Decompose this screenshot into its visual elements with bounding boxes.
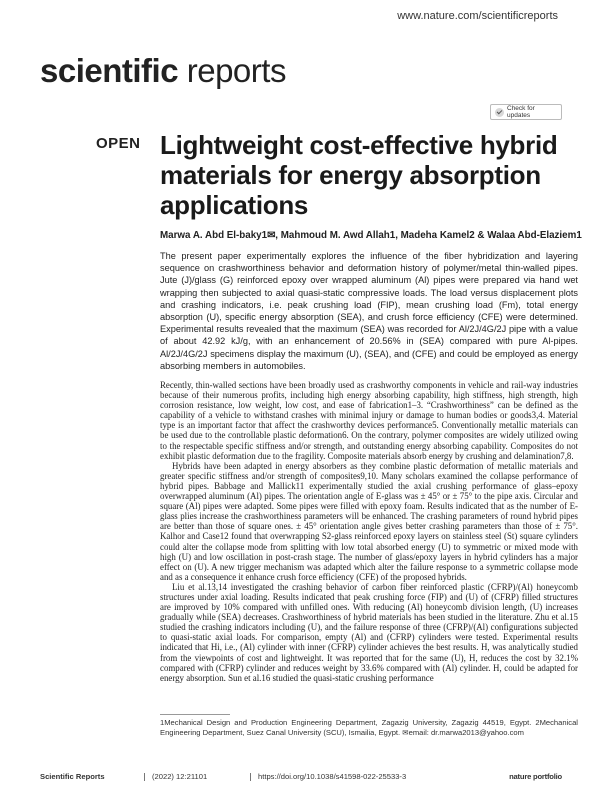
author-list: Marwa A. Abd El-baky1✉, Mahmoud M. Awd Allah1, Madeha Kamel2 & Walaa Abd-Elaziem1 [160, 230, 582, 241]
check-updates-label: Check for updates [507, 105, 535, 119]
footer-separator [144, 773, 145, 781]
body-paragraph: Liu et al.13,14 investigated the crashing behavior of carbon fiber reinforced plastic (CFRP)/(Al) honeycomb structures under axial loading. Results indicated that peak crushing force (FIP) and (U) of (CFRP) filled structures are improved by 10% compared with unfilled ones. With reducing (Al) honeycomb division length, (U) increases gradually while (SEA) decreases. Crashworthiness of hybrid materials has been studied in the literature. Zhu et al.15 studied the crashing indicators including (U), and the failure response of three (CFRP)/(Al) configurations subjected to quasi-static axial loads. For comparison, empty (Al) and (CFRP) cylinders were tested. Experimental results indicated that Hi, i.e., (Al) cylinder with inner (CFRP) cylinder achieves the best results. H, was analytically studied from the viewpoints of cost and lightweight. It was reported that for the same (U), H, reduces the cost by 32.1% compared with (CFRP) cylinder and reduces weight by 33.6% compared with (Al) cylinder. H, could be adapted for energy absorption. Sun et al.16 studied the quasi-static crushing performance [160, 581, 578, 683]
affiliations: 1Mechanical Design and Production Engineering Department, Zagazig University, Zagazig 44519, Egypt. 2Mechanical Engineering Department, Suez Canal University (SCU), Ismailia, Egypt. ✉email: dr.marwa2013@yahoo.com [160, 718, 578, 737]
abstract: The present paper experimentally explores the influence of the fiber hybridization and layering sequence on crashworthiness behavior and deformation history of polymer/metal thin-walled pipes. Jute (J)/glass (G) reinforced epoxy over wrapped aluminum (Al) pipes were prepared via hand wet wrapping then subjected to axial quasi-static compressive loads. The load versus displacement plots and crashing indicators, i.e. peak crushing load (FIP), mean crushing load (Fm), total energy absorption (U), specific energy absorption (SEA), and crush force efficiency (CFE) were determined. Experimental results revealed that the maximum (SEA) was recorded for Al/2J/4G/2J pipe with a value of about 42.92 kJ/g, with an enhancement of 20.56% in (SEA) compared with pure Al-pipes. Al/2J/4G/2J specimens display the maximum (U), (SEA), and (CFE) and could be employed as energy absorbing members in automobiles. [160, 251, 578, 371]
body-paragraph: Recently, thin-walled sections have been broadly used as crashworthy components in vehicle and rail-way industries because of their numerous profits, including high energy absorbing capability, high stiffness, high strength, high corrosion resistance, low weight, low cost, and ease of fabrication1–3. “Crashworthiness” can be defined as the capability of a vehicle to withstand crashes with minimal injury or damage to human bodies or goods3,4. Material type is an important factor that affect the crashworthy devices performance5. Conventionally metallic materials can be used due to the controllable plastic deformation6. On the contrary, polymer composites are widely utilized owing to the respectable specific stiffness and/or strength, and outstanding energy absorbing capability. Composites do not exhibit plastic deformation due to the fragility. Composite materials absorb energy by crushing and delamination7,8. [160, 380, 578, 461]
open-access-label: OPEN [96, 135, 141, 152]
article-title: Lightweight cost-effective hybrid materials for energy absorption applications [160, 130, 558, 220]
footer-separator [250, 773, 251, 781]
check-updates-button[interactable] [490, 104, 562, 120]
journal-logo-bold: scientific [40, 52, 179, 89]
journal-logo-light: reports [186, 52, 286, 89]
body-paragraph: Hybrids have been adapted in energy absorbers as they combine plastic deformation of metallic materials and greater specific stiffness and/or strength of composites9,10. Many scholars examined the collapse performance of hybrid pipes. Babbage and Mallick11 experimentally studied the axial crushing performance of glass–epoxy overwrapped aluminum (Al) pipes. The orientation angle of E-glass was ± 45° or ± 75° to the pipe axis. Circular and square (Al) pipes were adapted. Some pipes were filled with epoxy foam. Results indicated that as the number of E-glass plies increase the crashworthiness parameters will be enhanced. The crashing parameters of round hybrid pipes are better than those of square ones. ± 45° orientation angle gives better crashing parameters than those of ± 75°. Kalhor and Case12 found that overwrapping S2-glass reinforced epoxy layers on stainless steel (St) square cylinders could alter the collapse mode from splitting with low total absorbed energy (U) to symmetric or mixed mode with high (U) and low oscillation in post-crash stage. The number of glass/epoxy layers in hybrid cylinders has a major effect on (U). A new trigger mechanism was adapted which alter the failure response to a symmetric collapse mode and as a consequence it enhance crush force efficiency (CFE) of the proposed hybrids. [160, 460, 578, 582]
check-updates-icon [495, 108, 504, 117]
page-footer [40, 772, 562, 786]
footer-citation: (2022) 12:21101 [152, 772, 208, 781]
footer-journal: Scientific Reports [40, 772, 105, 781]
journal-url[interactable]: www.nature.com/scientificreports [397, 10, 558, 22]
article-body [160, 380, 578, 683]
footer-doi-link[interactable]: https://doi.org/10.1038/s41598-022-25533-3 [258, 772, 407, 781]
journal-logo [40, 52, 286, 90]
footnote-divider [160, 714, 230, 715]
publisher-logo: nature portfolio [509, 772, 562, 781]
